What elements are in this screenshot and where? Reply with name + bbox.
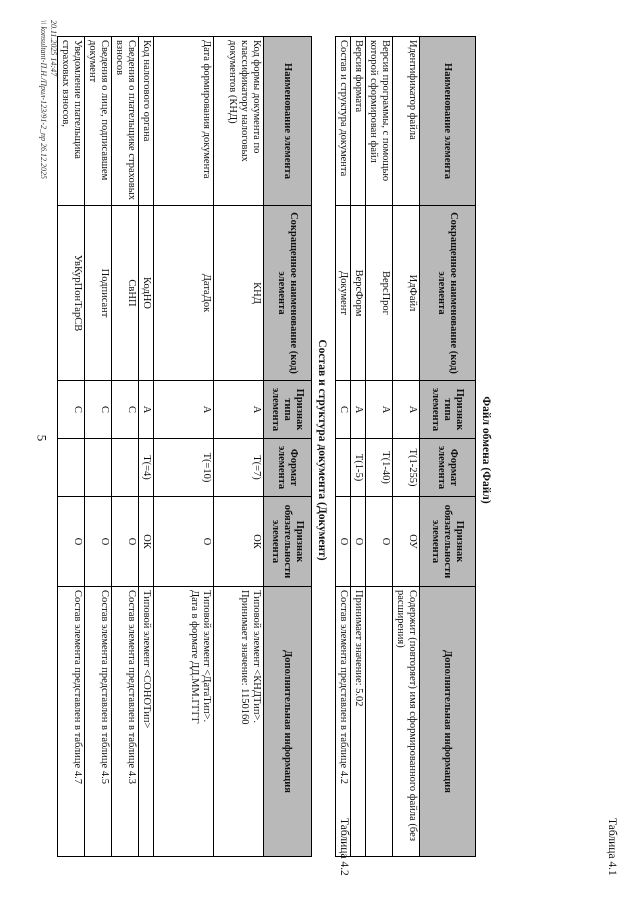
table-row bbox=[336, 37, 351, 857]
cell bbox=[366, 587, 393, 857]
cell: О bbox=[154, 497, 214, 587]
table-row bbox=[366, 37, 393, 857]
table1-header-row bbox=[420, 37, 476, 857]
table2-label: Таблица 4.2 bbox=[338, 818, 350, 876]
cell: О bbox=[366, 497, 393, 587]
cell: Сведения о плательщике страховых взносов bbox=[112, 37, 139, 206]
cell: Принимает значение: 5.02 bbox=[351, 587, 366, 857]
cell: КНД bbox=[214, 206, 264, 381]
table-row bbox=[214, 37, 264, 857]
cell: А bbox=[366, 381, 393, 439]
cell: Состав элемента представлен в таблице 4.5 bbox=[85, 587, 112, 857]
t1-header-required: Признак обязательности элемента bbox=[420, 497, 476, 587]
t1-header-name: Наименование элемента bbox=[420, 37, 476, 206]
cell: Содержит (повторяет) имя сформированного файла (без расширения) bbox=[393, 587, 420, 857]
cell: С bbox=[112, 381, 139, 439]
cell: А bbox=[139, 381, 154, 439]
cell: Дата формирования документа bbox=[154, 37, 214, 206]
table1-title: Файл обмена (Файл) bbox=[480, 396, 492, 504]
t2-header-type: Признак типа элемента bbox=[264, 381, 312, 439]
cell: С bbox=[85, 381, 112, 439]
cell: Документ bbox=[336, 206, 351, 381]
cell: О bbox=[336, 497, 351, 587]
cell: ВерсПрог bbox=[366, 206, 393, 381]
cell bbox=[58, 439, 85, 497]
cell: Состав и структура документа bbox=[336, 37, 351, 206]
t1-header-format: Формат элемента bbox=[420, 439, 476, 497]
cell: А bbox=[351, 381, 366, 439]
t2-header-code: Сокращенное наименование (код) элемента bbox=[264, 206, 312, 381]
cell: ВерсФорм bbox=[351, 206, 366, 381]
cell: Подписант bbox=[85, 206, 112, 381]
table-row bbox=[393, 37, 420, 857]
cell: Типовой элемент <ДатаТип>. Дата в формате ДД.ММ.ГГГГ bbox=[154, 587, 214, 857]
cell: Состав элемента представлен в таблице 4.7 bbox=[58, 587, 85, 857]
cell: ОК bbox=[214, 497, 264, 587]
cell: Т(1-255) bbox=[393, 439, 420, 497]
t2-header-format: Формат элемента bbox=[264, 439, 312, 497]
cell: ДатаДок bbox=[154, 206, 214, 381]
cell: О bbox=[351, 497, 366, 587]
t1-header-info: Дополнительная информация bbox=[420, 587, 476, 857]
cell: ОК bbox=[139, 497, 154, 587]
table-row bbox=[351, 37, 366, 857]
cell: А bbox=[393, 381, 420, 439]
cell: Код налогового органа bbox=[139, 37, 154, 206]
cell: Идентификатор файла bbox=[393, 37, 420, 206]
cell: Состав элемента представлен в таблице 4.2 bbox=[336, 587, 351, 857]
cell: Версия программы, с помощью которой сформирован файл bbox=[366, 37, 393, 206]
cell bbox=[85, 439, 112, 497]
cell: О bbox=[58, 497, 85, 587]
table-row bbox=[154, 37, 214, 857]
cell: СвНП bbox=[112, 206, 139, 381]
table2 bbox=[57, 36, 312, 857]
cell: Сведения о лице, подписавшем документ bbox=[85, 37, 112, 206]
cell: Состав элемента представлен в таблице 4.3 bbox=[112, 587, 139, 857]
table1 bbox=[335, 36, 476, 857]
cell: С bbox=[336, 381, 351, 439]
table-row bbox=[112, 37, 139, 857]
table-row bbox=[58, 37, 85, 857]
cell: Т(=4) bbox=[139, 439, 154, 497]
footer-path: \\ konsultant-П.Н./Прил-123/91-2_пр 26.12.2025 bbox=[39, 20, 48, 180]
cell: КодНО bbox=[139, 206, 154, 381]
cell: А bbox=[154, 381, 214, 439]
t2-header-name: Наименование элемента bbox=[264, 37, 312, 206]
cell: Т(=10) bbox=[154, 439, 214, 497]
cell: Типовой элемент <СОНОТип> bbox=[139, 587, 154, 857]
cell: Т(1-40) bbox=[366, 439, 393, 497]
cell: Т(1-5) bbox=[351, 439, 366, 497]
cell bbox=[112, 439, 139, 497]
cell bbox=[336, 439, 351, 497]
cell: С bbox=[58, 381, 85, 439]
cell: А bbox=[214, 381, 264, 439]
t1-header-type: Признак типа элемента bbox=[420, 381, 476, 439]
cell: Типовой элемент <КНДТип>. Принимает значение: 1150160 bbox=[214, 587, 264, 857]
table-row bbox=[85, 37, 112, 857]
cell: Т(=7) bbox=[214, 439, 264, 497]
table1-label: Таблица 4.1 bbox=[606, 818, 618, 876]
t1-header-code: Сокращенное наименование (код) элемента bbox=[420, 206, 476, 381]
cell: О bbox=[85, 497, 112, 587]
cell: О bbox=[112, 497, 139, 587]
table2-title: Состав и структура документа (Документ) bbox=[316, 339, 328, 561]
cell: Код формы документа по классификатору налоговых документов (КНД) bbox=[214, 37, 264, 206]
cell: ОУ bbox=[393, 497, 420, 587]
table-row bbox=[139, 37, 154, 857]
cell: Версия формата bbox=[351, 37, 366, 206]
cell: Уведомление плательщика страховых взносов, bbox=[58, 37, 85, 206]
table2-header-row bbox=[264, 37, 312, 857]
cell: УвКурПонТарСВ bbox=[58, 206, 85, 381]
cell: ИдФайл bbox=[393, 206, 420, 381]
t2-header-info: Дополнительная информация bbox=[264, 587, 312, 857]
page-number: 5 bbox=[34, 434, 50, 442]
t2-header-required: Признак обязательности элемента bbox=[264, 497, 312, 587]
footer-timestamp: 20.11.2025 14:47 bbox=[49, 20, 58, 77]
